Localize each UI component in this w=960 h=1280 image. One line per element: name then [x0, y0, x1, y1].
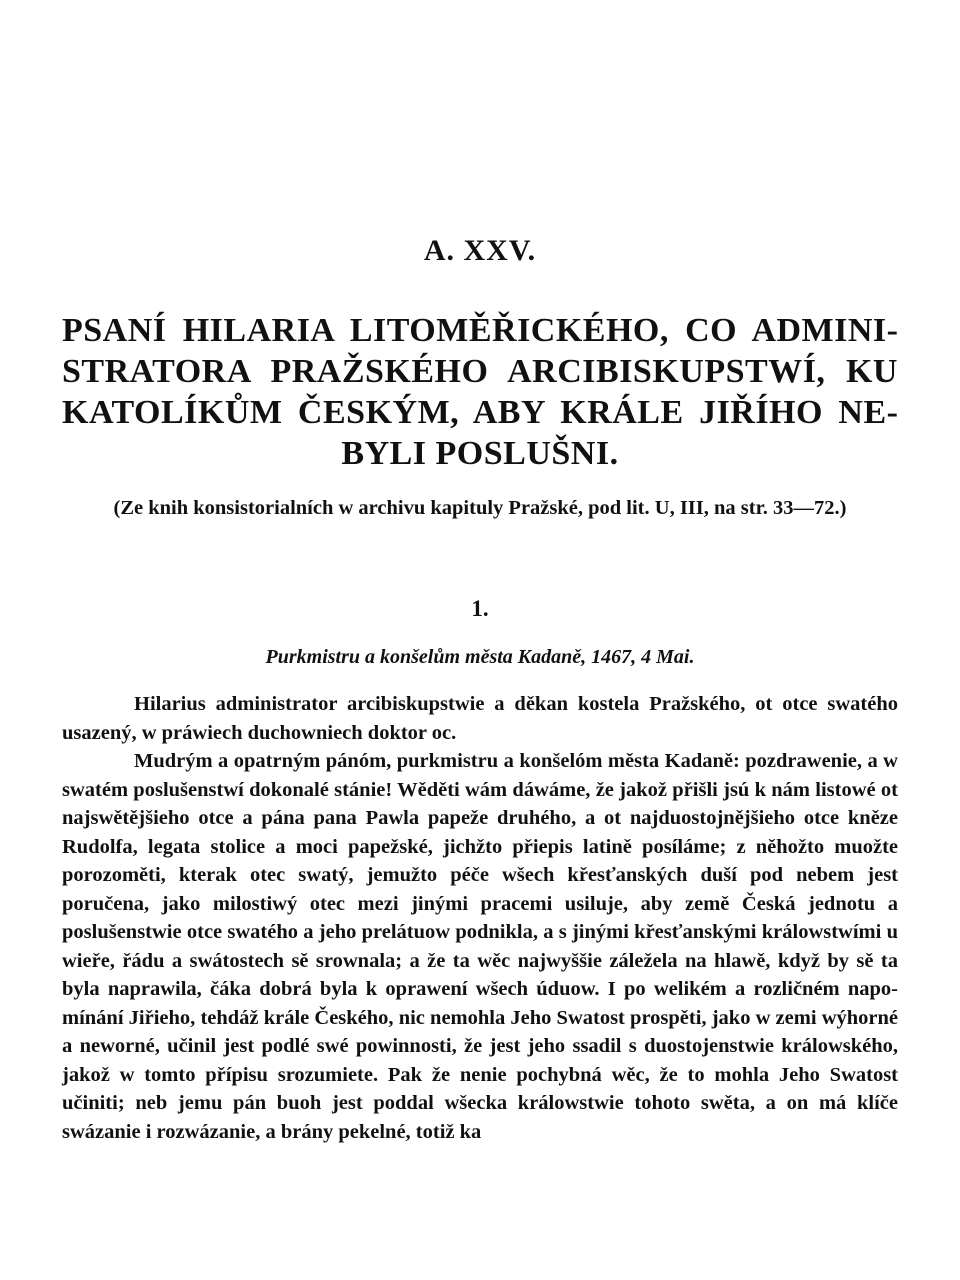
source-citation: (Ze knih konsistorialních w archivu kapituly Pražské, pod lit. U, III, na str. 33—72.) [113, 497, 847, 519]
document-number: A. XXV. [423, 234, 537, 267]
body-text [62, 690, 898, 1146]
section-heading: Purkmistru a konšelům města Kadaně, 1467, 4 Mai. [265, 646, 695, 668]
paragraph: Hilarius administrator arcibiskupstwie a děkan kostela Pražského, ot otce swatého usazený, w práwiech duchowniech doktor oc. [62, 693, 898, 744]
document-title: PSANÍ HILARIA LITOMĚŘICKÉHO, CO ADMINISTRATORA PRAŽSKÉHO ARCIBISKUPSTWÍ, KU KATOLÍKŮM ČESKÝM, ABY KRÁLE JIŘÍHO NEBYLI POSLUŠNI. [62, 312, 898, 472]
section-number: 1. [471, 596, 489, 621]
document-page [62, 0, 898, 1280]
paragraph: Mudrým a opatrným pánóm, purkmistru a konšelóm města Kadaně: pozdrawenie, a w swatém poslušenstwí dokonalé stánie! Wěděti wám dáwáme, že jakož přišli jsú k nám listowé ot najswětějšieho otce a pána pana Pawla papeže druhého, a ot najduostojnějšieho otce kněze Rudolfa, legata stolice a moci papežské, jichžto přiepis latině posíláme; z něhožto muožte porozoměti, kterak otec swatý, jemužto péče wšech křesťanských duší pod nebem jest poručena, jako milostiwý otec mezi jinými pracemi usiluje, aby země Česká jednotu a poslušenstwie otce swatého a jeho prelátuow podnikla, a s jinými křesťanskými králowstwími u wieře, řádu a swátostech sě srownala; a že ta wěc najwyššie záležela na hlawě, když by sě ta byla naprawila, čáka dobrá byla k oprawení wšech úduow. I po welikém a rozličném napomínání Jiřieho, tehdáž krále Českého, nic nemohla Jeho Swatost prospěti, jako w zemi wýhorné a neworné, učinil jest podlé swé powinnosti, že jest jeho ssadil s duostojenstwie králowského, jakož w tomto přípisu srozumiete. Pak že nenie pochybná wěc, že to mohla Jeho Swatost učiniti; neb jemu pán buoh jest poddal wšecka králowstwie tohoto swěta, a on má klíče swázanie i rozwázanie, a brány pekelné, totiž ka [62, 750, 898, 1143]
